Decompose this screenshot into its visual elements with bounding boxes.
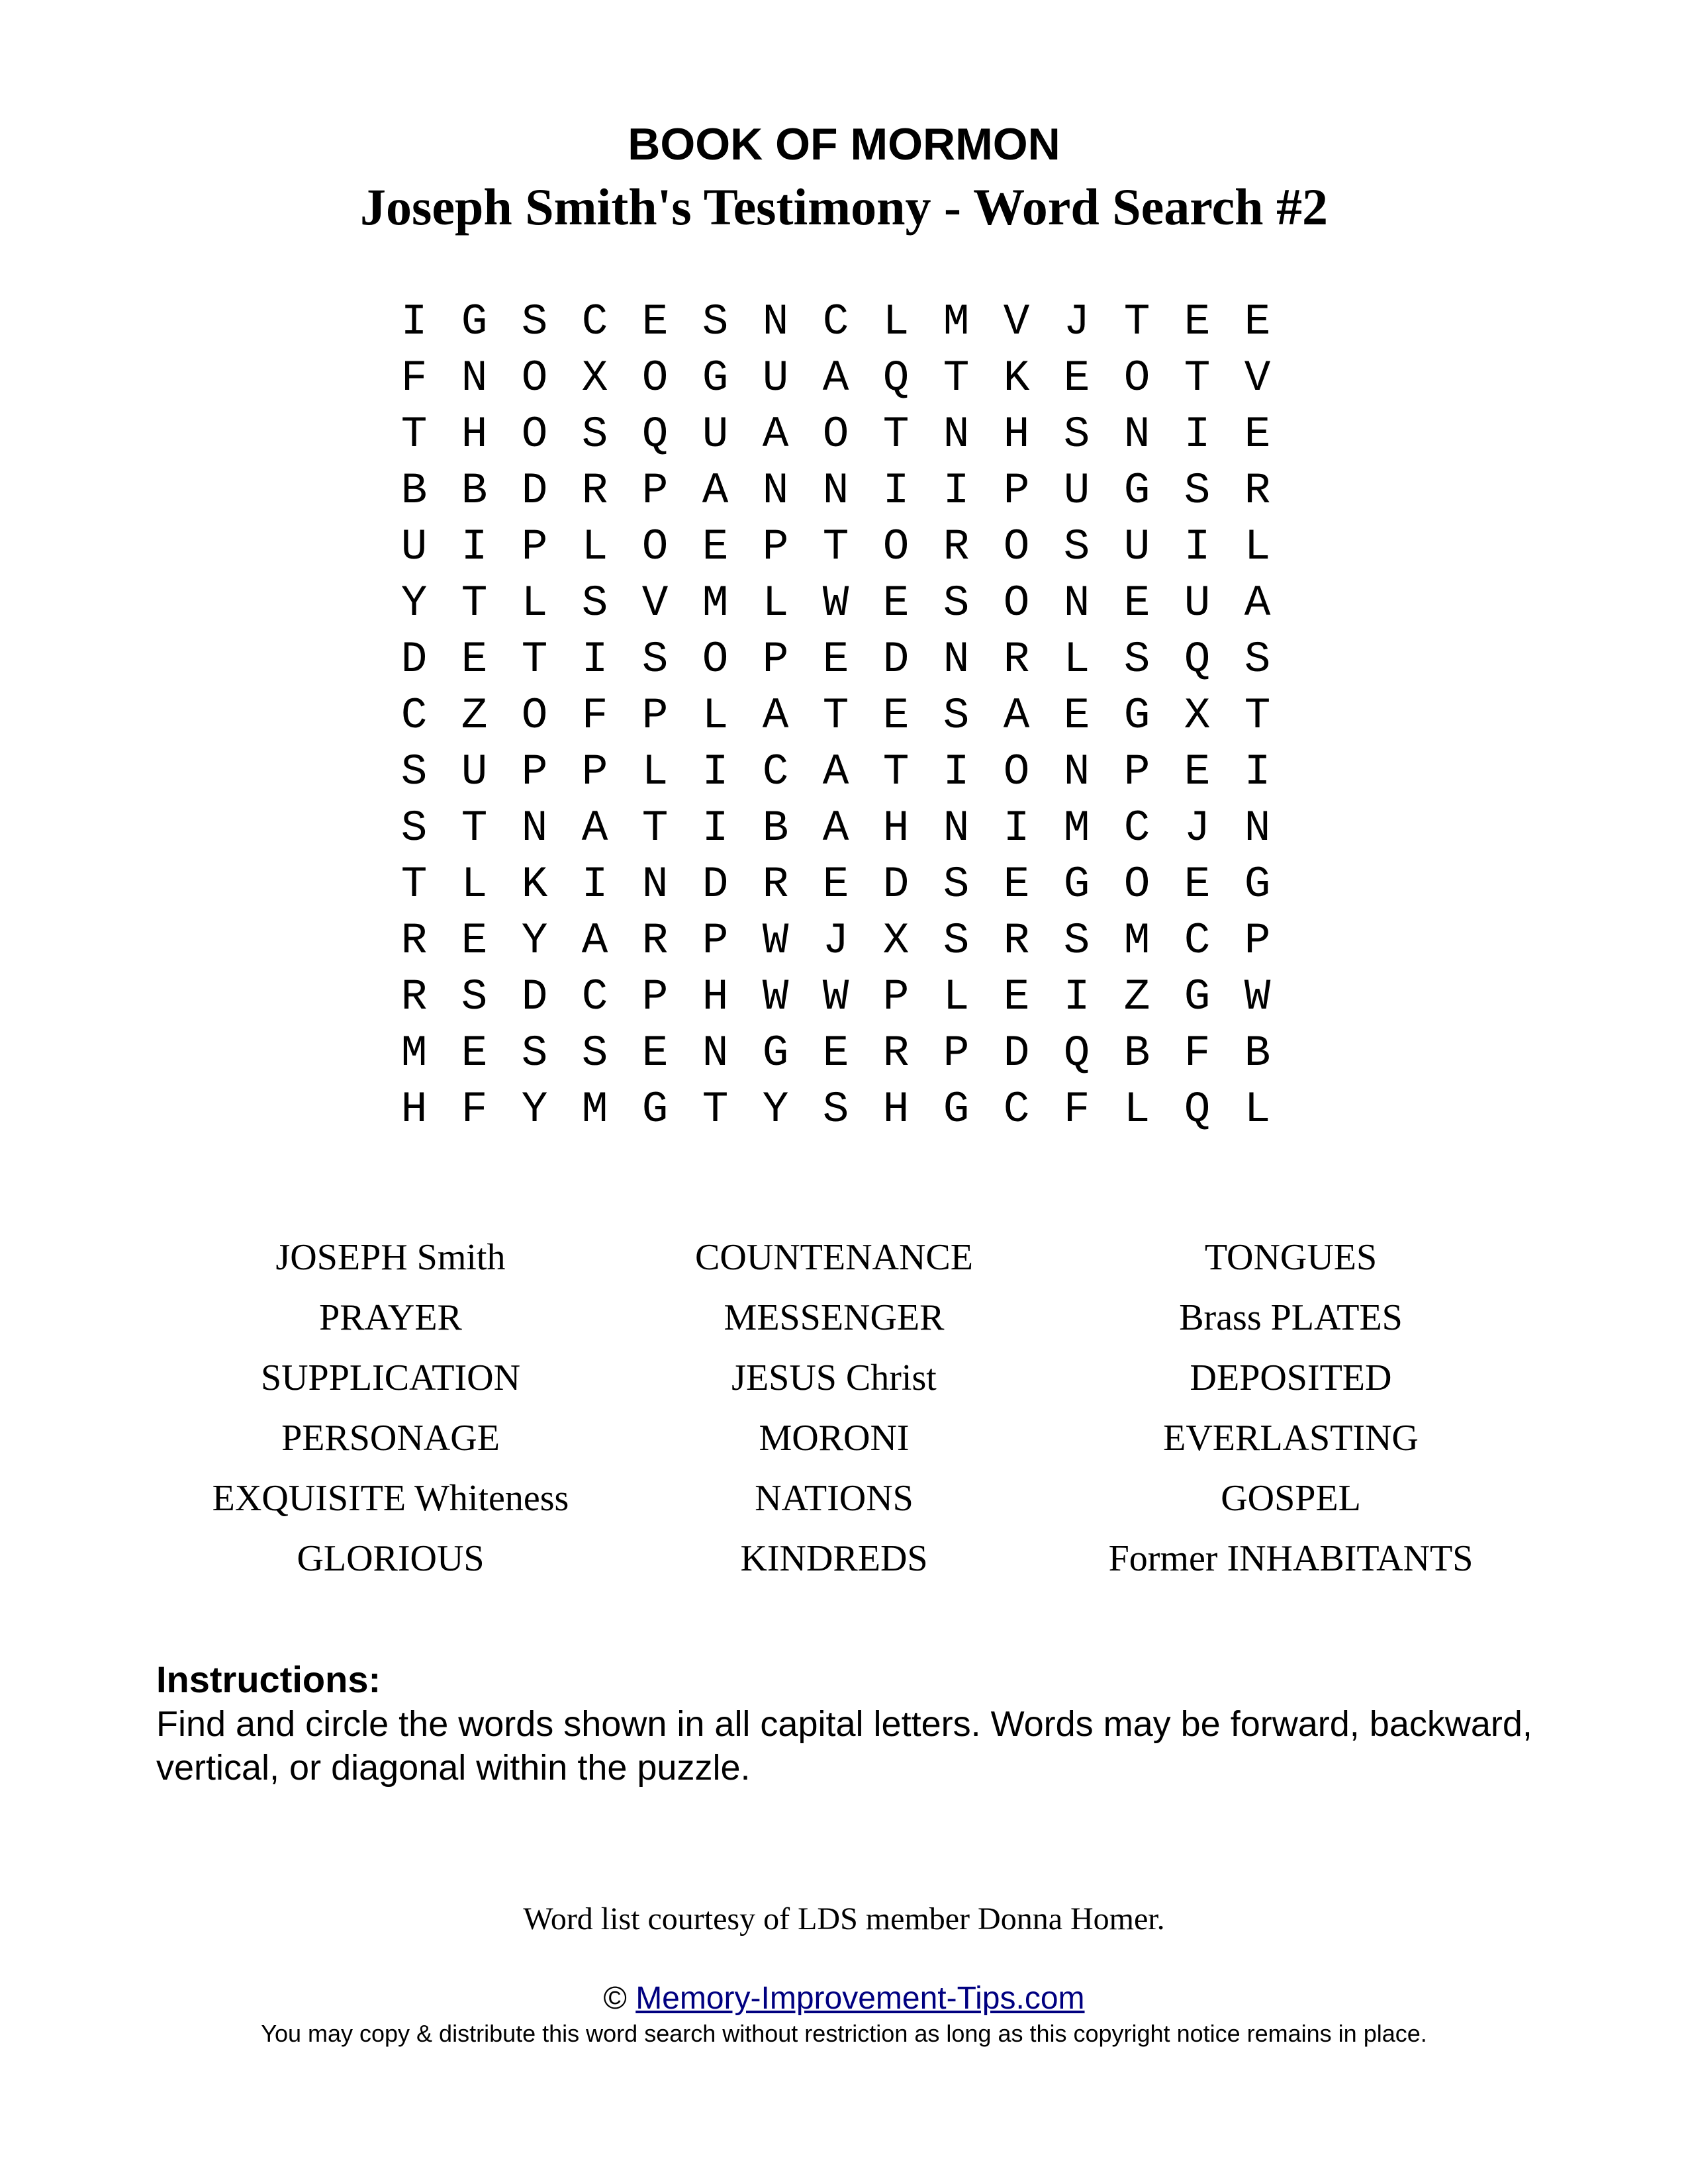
grid-letter: T	[1123, 297, 1150, 347]
grid-letter: S	[581, 410, 608, 459]
grid-letter: E	[1184, 747, 1211, 797]
grid-row	[384, 913, 1288, 969]
grid-letter: S	[581, 578, 608, 628]
grid-letter: E	[1184, 860, 1211, 909]
grid-letter: B	[461, 466, 488, 516]
word-search-grid	[384, 294, 1288, 1138]
grid-letter: E	[822, 1028, 849, 1078]
copyright-notice: You may copy & distribute this word search without restriction as long as this copyright notice remains in place.	[261, 2020, 1427, 2047]
grid-letter: D	[400, 635, 428, 684]
grid-letter: R	[882, 1028, 910, 1078]
grid-letter: C	[400, 691, 428, 741]
grid-letter: P	[641, 691, 669, 741]
grid-letter: A	[581, 803, 608, 853]
grid-letter: S	[521, 297, 548, 347]
grid-letter: D	[521, 466, 548, 516]
word-list-item: MESSENGER	[724, 1297, 945, 1338]
grid-letter: S	[943, 860, 970, 909]
grid-letter: G	[1184, 972, 1211, 1022]
page-title: BOOK OF MORMON	[628, 119, 1060, 169]
grid-letter: W	[762, 972, 789, 1022]
grid-letter: F	[461, 1085, 488, 1134]
word-list-item: PRAYER	[319, 1297, 462, 1338]
grid-letter: Z	[461, 691, 488, 741]
grid-letter: B	[1123, 1028, 1150, 1078]
grid-letter: S	[702, 297, 729, 347]
grid-letter: P	[581, 747, 608, 797]
grid-letter: S	[943, 691, 970, 741]
grid-letter: Y	[521, 916, 548, 966]
grid-letter: P	[702, 916, 729, 966]
grid-letter: E	[1184, 297, 1211, 347]
grid-letter: H	[1003, 410, 1030, 459]
grid-letter: N	[943, 803, 970, 853]
grid-letter: U	[461, 747, 488, 797]
grid-letter: A	[762, 691, 789, 741]
grid-letter: T	[822, 522, 849, 572]
grid-letter: S	[400, 803, 428, 853]
grid-letter: W	[762, 916, 789, 966]
grid-row	[384, 1025, 1288, 1081]
word-list-column	[165, 1228, 616, 1589]
grid-letter: X	[882, 916, 910, 966]
grid-letter: G	[1123, 466, 1150, 516]
grid-letter: X	[1184, 691, 1211, 741]
word-list-item: JOSEPH Smith	[275, 1237, 506, 1278]
grid-letter: L	[641, 747, 669, 797]
grid-letter: H	[400, 1085, 428, 1134]
grid-letter: L	[521, 578, 548, 628]
grid-letter: P	[1003, 466, 1030, 516]
grid-letter: D	[702, 860, 729, 909]
grid-letter: G	[943, 1085, 970, 1134]
grid-letter: I	[1244, 747, 1271, 797]
grid-letter: E	[822, 860, 849, 909]
grid-letter: C	[1003, 1085, 1030, 1134]
grid-letter: E	[461, 635, 488, 684]
grid-letter: N	[1063, 747, 1090, 797]
word-list	[165, 1228, 1529, 1589]
instructions-text: Find and circle the words shown in all capital letters. Words may be forward, backward, vertical, or diagonal within the puzzle.	[156, 1704, 1532, 1788]
grid-letter: L	[702, 691, 729, 741]
grid-letter: N	[943, 410, 970, 459]
grid-letter: E	[641, 1028, 669, 1078]
word-list-item: SUPPLICATION	[260, 1357, 521, 1398]
grid-letter: I	[882, 466, 910, 516]
grid-letter: E	[1244, 297, 1271, 347]
grid-letter: R	[943, 522, 970, 572]
word-list-item: KINDREDS	[740, 1538, 928, 1579]
grid-letter: P	[521, 747, 548, 797]
grid-letter: B	[400, 466, 428, 516]
grid-letter: O	[521, 353, 548, 403]
grid-letter: J	[1184, 803, 1211, 853]
grid-letter: P	[521, 522, 548, 572]
grid-letter: U	[1184, 578, 1211, 628]
grid-letter: P	[943, 1028, 970, 1078]
grid-letter: M	[400, 1028, 428, 1078]
grid-letter: N	[822, 466, 849, 516]
grid-letter: F	[400, 353, 428, 403]
grid-letter: S	[1184, 466, 1211, 516]
word-list-item: DEPOSITED	[1190, 1357, 1392, 1398]
grid-letter: N	[521, 803, 548, 853]
grid-letter: W	[822, 972, 849, 1022]
grid-letter: T	[400, 860, 428, 909]
grid-row	[384, 406, 1288, 463]
grid-letter: E	[882, 691, 910, 741]
grid-letter: E	[882, 578, 910, 628]
grid-letter: F	[1184, 1028, 1211, 1078]
grid-letter: L	[762, 578, 789, 628]
grid-letter: T	[702, 1085, 729, 1134]
grid-letter: L	[1244, 1085, 1271, 1134]
grid-letter: G	[461, 297, 488, 347]
grid-letter: M	[1123, 916, 1150, 966]
grid-letter: P	[1123, 747, 1150, 797]
grid-letter: C	[1184, 916, 1211, 966]
grid-letter: Q	[882, 353, 910, 403]
grid-letter: L	[882, 297, 910, 347]
grid-letter: N	[943, 635, 970, 684]
grid-letter: I	[943, 466, 970, 516]
grid-letter: O	[521, 410, 548, 459]
grid-letter: R	[1003, 916, 1030, 966]
grid-letter: M	[943, 297, 970, 347]
grid-letter: H	[461, 410, 488, 459]
grid-letter: P	[641, 466, 669, 516]
grid-letter: E	[702, 522, 729, 572]
grid-letter: S	[1123, 635, 1150, 684]
word-list-item: Former INHABITANTS	[1108, 1538, 1474, 1579]
grid-letter: V	[1244, 353, 1271, 403]
grid-letter: T	[1184, 353, 1211, 403]
grid-letter: O	[882, 522, 910, 572]
grid-letter: D	[1003, 1028, 1030, 1078]
grid-letter: O	[1003, 747, 1030, 797]
grid-letter: U	[400, 522, 428, 572]
word-list-item: EXQUISITE Whiteness	[212, 1478, 569, 1519]
word-list-item: MORONI	[759, 1418, 910, 1459]
grid-letter: I	[581, 860, 608, 909]
grid-letter: I	[1184, 410, 1211, 459]
grid-letter: V	[1003, 297, 1030, 347]
word-list-item: GLORIOUS	[297, 1538, 485, 1579]
grid-letter: L	[1063, 635, 1090, 684]
grid-letter: E	[1244, 410, 1271, 459]
grid-letter: N	[1244, 803, 1271, 853]
grid-letter: G	[702, 353, 729, 403]
grid-letter: I	[1063, 972, 1090, 1022]
grid-letter: L	[1244, 522, 1271, 572]
grid-letter: U	[702, 410, 729, 459]
grid-letter: D	[521, 972, 548, 1022]
grid-letter: E	[1003, 860, 1030, 909]
grid-letter: L	[581, 522, 608, 572]
grid-row	[384, 519, 1288, 575]
word-list-column	[1053, 1228, 1529, 1589]
grid-letter: N	[641, 860, 669, 909]
grid-letter: T	[521, 635, 548, 684]
grid-letter: M	[702, 578, 729, 628]
grid-letter: Y	[762, 1085, 789, 1134]
grid-letter: O	[1003, 578, 1030, 628]
page-subtitle: Joseph Smith's Testimony - Word Search #2	[359, 178, 1329, 236]
grid-letter: Z	[1123, 972, 1150, 1022]
grid-letter: E	[1003, 972, 1030, 1022]
grid-letter: S	[1063, 410, 1090, 459]
grid-row	[384, 350, 1288, 406]
grid-row	[384, 463, 1288, 519]
grid-letter: T	[822, 691, 849, 741]
grid-letter: C	[1123, 803, 1150, 853]
grid-letter: E	[461, 916, 488, 966]
copyright-symbol: ©	[603, 1981, 627, 2016]
grid-row	[384, 969, 1288, 1025]
grid-row	[384, 688, 1288, 744]
copyright-line	[0, 1979, 1688, 2019]
grid-letter: N	[702, 1028, 729, 1078]
grid-letter: S	[943, 578, 970, 628]
grid-letter: T	[461, 578, 488, 628]
grid-letter: C	[822, 297, 849, 347]
grid-letter: B	[762, 803, 789, 853]
grid-letter: G	[1123, 691, 1150, 741]
word-list-item: COUNTENANCE	[695, 1237, 973, 1278]
grid-letter: A	[822, 803, 849, 853]
grid-letter: L	[461, 860, 488, 909]
grid-letter: D	[882, 860, 910, 909]
grid-letter: S	[1063, 916, 1090, 966]
grid-letter: O	[641, 353, 669, 403]
grid-letter: A	[822, 353, 849, 403]
grid-letter: W	[822, 578, 849, 628]
grid-letter: J	[822, 916, 849, 966]
grid-letter: Q	[1184, 1085, 1211, 1134]
grid-letter: I	[581, 635, 608, 684]
grid-letter: O	[822, 410, 849, 459]
grid-letter: C	[762, 747, 789, 797]
grid-letter: S	[1244, 635, 1271, 684]
grid-row	[384, 575, 1288, 631]
grid-letter: Q	[641, 410, 669, 459]
grid-letter: U	[762, 353, 789, 403]
grid-letter: P	[762, 522, 789, 572]
grid-letter: R	[581, 466, 608, 516]
grid-letter: P	[882, 972, 910, 1022]
grid-row	[384, 800, 1288, 856]
grid-letter: B	[1244, 1028, 1271, 1078]
grid-letter: O	[702, 635, 729, 684]
grid-letter: N	[762, 297, 789, 347]
grid-letter: R	[1244, 466, 1271, 516]
grid-letter: C	[581, 297, 608, 347]
grid-letter: W	[1244, 972, 1271, 1022]
grid-letter: N	[461, 353, 488, 403]
grid-letter: R	[641, 916, 669, 966]
grid-letter: A	[1003, 691, 1030, 741]
word-list-item: GOSPEL	[1221, 1478, 1361, 1519]
grid-letter: P	[762, 635, 789, 684]
grid-row	[384, 1081, 1288, 1138]
grid-row	[384, 744, 1288, 800]
grid-letter: Y	[521, 1085, 548, 1134]
word-list-column	[616, 1228, 1053, 1589]
grid-letter: E	[1063, 691, 1090, 741]
grid-letter: P	[641, 972, 669, 1022]
grid-letter: E	[1123, 578, 1150, 628]
grid-letter: T	[1244, 691, 1271, 741]
grid-letter: T	[641, 803, 669, 853]
grid-letter: I	[1184, 522, 1211, 572]
grid-letter: M	[1063, 803, 1090, 853]
grid-letter: T	[943, 353, 970, 403]
grid-letter: A	[762, 410, 789, 459]
grid-letter: O	[1003, 522, 1030, 572]
grid-letter: X	[581, 353, 608, 403]
grid-letter: E	[461, 1028, 488, 1078]
grid-letter: G	[1063, 860, 1090, 909]
grid-letter: H	[882, 803, 910, 853]
grid-letter: H	[882, 1085, 910, 1134]
grid-row	[384, 856, 1288, 913]
word-list-item: TONGUES	[1204, 1237, 1378, 1278]
grid-letter: P	[1244, 916, 1271, 966]
word-list-item: NATIONS	[755, 1478, 914, 1519]
word-list-item: EVERLASTING	[1163, 1418, 1419, 1459]
grid-letter: T	[882, 747, 910, 797]
grid-letter: Q	[1063, 1028, 1090, 1078]
grid-letter: M	[581, 1085, 608, 1134]
grid-letter: Q	[1184, 635, 1211, 684]
grid-letter: A	[822, 747, 849, 797]
grid-letter: G	[1244, 860, 1271, 909]
grid-letter: G	[641, 1085, 669, 1134]
grid-letter: O	[641, 522, 669, 572]
grid-letter: F	[1063, 1085, 1090, 1134]
grid-letter: S	[943, 916, 970, 966]
grid-letter: G	[762, 1028, 789, 1078]
grid-letter: T	[461, 803, 488, 853]
grid-letter: C	[581, 972, 608, 1022]
grid-letter: O	[1123, 860, 1150, 909]
grid-letter: V	[641, 578, 669, 628]
grid-letter: R	[1003, 635, 1030, 684]
grid-letter: I	[400, 297, 428, 347]
grid-letter: S	[521, 1028, 548, 1078]
grid-letter: F	[581, 691, 608, 741]
grid-letter: S	[461, 972, 488, 1022]
grid-letter: T	[400, 410, 428, 459]
grid-letter: I	[461, 522, 488, 572]
word-list-item: Brass PLATES	[1179, 1297, 1403, 1338]
grid-letter: I	[702, 747, 729, 797]
grid-letter: J	[1063, 297, 1090, 347]
grid-letter: I	[1003, 803, 1030, 853]
grid-letter: S	[641, 635, 669, 684]
grid-letter: R	[400, 972, 428, 1022]
grid-letter: R	[400, 916, 428, 966]
grid-letter: K	[521, 860, 548, 909]
grid-letter: N	[762, 466, 789, 516]
website-link[interactable]: Memory-Improvement-Tips.com	[635, 1981, 1085, 2016]
grid-letter: Y	[400, 578, 428, 628]
grid-row	[384, 631, 1288, 688]
grid-letter: A	[702, 466, 729, 516]
grid-letter: U	[1123, 522, 1150, 572]
word-list-item: PERSONAGE	[281, 1418, 500, 1459]
grid-letter: O	[1123, 353, 1150, 403]
courtesy-note: Word list courtesy of LDS member Donna Homer.	[523, 1901, 1165, 1936]
grid-letter: S	[1063, 522, 1090, 572]
grid-letter: I	[702, 803, 729, 853]
grid-row	[384, 294, 1288, 350]
grid-letter: O	[521, 691, 548, 741]
grid-letter: E	[822, 635, 849, 684]
grid-letter: H	[702, 972, 729, 1022]
grid-letter: U	[1063, 466, 1090, 516]
grid-letter: N	[1063, 578, 1090, 628]
instructions-heading: Instructions:	[156, 1659, 381, 1700]
grid-letter: D	[882, 635, 910, 684]
grid-letter: T	[882, 410, 910, 459]
grid-letter: A	[1244, 578, 1271, 628]
grid-letter: N	[1123, 410, 1150, 459]
grid-letter: S	[822, 1085, 849, 1134]
grid-letter: A	[581, 916, 608, 966]
word-list-item: JESUS Christ	[731, 1357, 937, 1398]
grid-letter: L	[1123, 1085, 1150, 1134]
grid-letter: S	[400, 747, 428, 797]
grid-letter: L	[943, 972, 970, 1022]
grid-letter: E	[641, 297, 669, 347]
grid-letter: R	[762, 860, 789, 909]
grid-letter: S	[581, 1028, 608, 1078]
grid-letter: I	[943, 747, 970, 797]
grid-letter: E	[1063, 353, 1090, 403]
grid-letter: K	[1003, 353, 1030, 403]
